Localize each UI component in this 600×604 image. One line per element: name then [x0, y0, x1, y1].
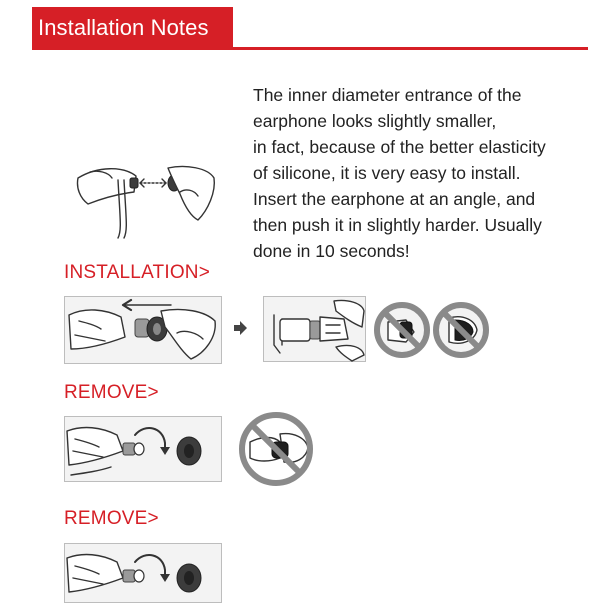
intro-line: of silicone, it is very easy to install.: [253, 163, 521, 183]
section-remove-label: REMOVE>: [64, 508, 159, 529]
installation-panel-2: [263, 296, 366, 362]
prohibited-icon: [374, 302, 430, 358]
intro-line: in fact, because of the better elasticity: [253, 137, 546, 157]
intro-text: [253, 82, 598, 264]
intro-line: Insert the earphone at an angle, and: [253, 189, 536, 209]
intro-line: The inner diameter entrance of the: [253, 85, 522, 105]
section-remove-label: REMOVE>: [64, 382, 159, 403]
header-divider: [32, 47, 588, 50]
right-arrow-icon: [232, 320, 248, 336]
section-installation-label: INSTALLATION>: [64, 262, 211, 283]
hand-with-earphone-icon: [65, 297, 221, 363]
intro-line: earphone looks slightly smaller,: [253, 111, 497, 131]
intro-illustration: [68, 158, 218, 238]
remove-panel-1: [64, 416, 222, 482]
remove-panel-2: [64, 543, 222, 603]
header-title: Installation Notes: [32, 7, 233, 48]
intro-line: done in 10 seconds!: [253, 241, 410, 261]
prohibited-icon: [433, 302, 489, 358]
intro-line: then push it in slightly harder. Usually: [253, 215, 542, 235]
installation-panel-1: [64, 296, 222, 364]
prohibited-icon: [236, 412, 316, 486]
